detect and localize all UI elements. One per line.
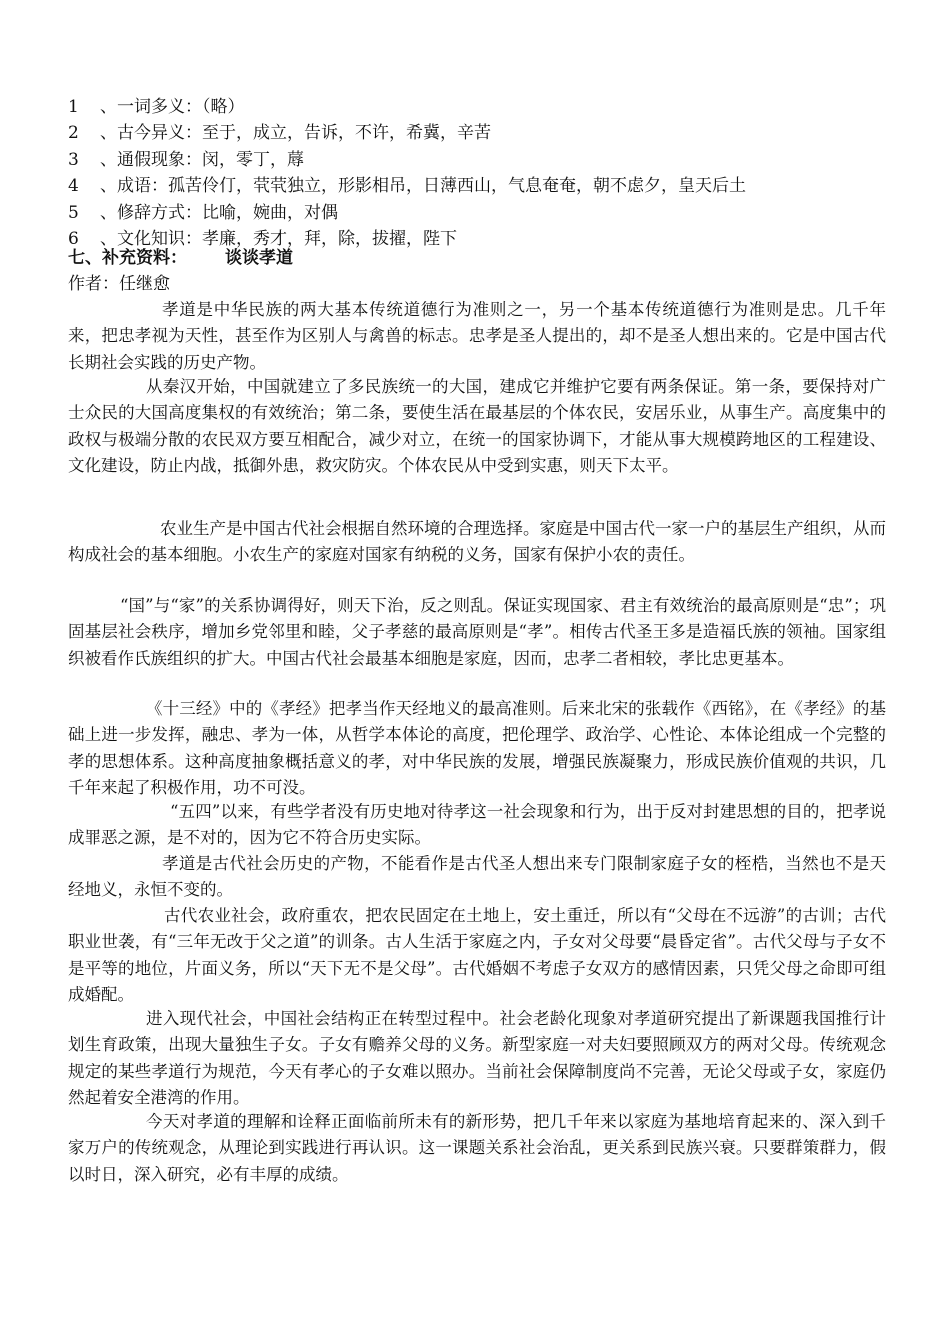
list-item bbox=[68, 120, 888, 146]
section-heading bbox=[68, 245, 293, 271]
list-item-text: 、成语：孤苦伶仃，茕茕独立，形影相吊，日薄西山，气息奄奄，朝不虑夕，皇天后土 bbox=[100, 176, 746, 197]
knowledge-list bbox=[68, 94, 888, 252]
list-item-number: 4 bbox=[68, 176, 79, 197]
list-item-number: 3 bbox=[68, 149, 79, 170]
list-item-text: 、修辞方式：比喻，婉曲，对偶 bbox=[100, 202, 338, 223]
list-item bbox=[68, 147, 888, 173]
paragraph-text: 孝道是古代社会历史的产物，不能看作是古代圣人想出来专门限制家庭子女的桎梏，当然也不是天经地义，永恒不变的。 bbox=[68, 854, 886, 900]
paragraph-text: 古代农业社会，政府重农，把农民固定在土地上，安土重迁，所以有“父母在不远游”的古训；古代职业世袭，有“三年无改于父之道”的训条。古人生活于家庭之内，子女对父母要“晨昏定省”。古代父母与子女不是平等的地位，片面义务，所以“天下无不是父母”。古代婚姻不考虑子女双方的感情因素，只凭父母之命即可组成婚配。 bbox=[68, 906, 886, 1004]
list-item-number: 2 bbox=[68, 123, 79, 144]
list-item-text: 、一词多义：（略） bbox=[100, 97, 245, 117]
article-paragraph bbox=[68, 903, 886, 1008]
paragraph-text: “国”与“家”的关系协调得好，则天下治，反之则乱。保证实现国家、君主有效统治的最高原则是“忠”；巩固基层社会秩序，增加乡党邻里和睦，父子孝慈的最高原则是“孝”。相传古代圣王多是造福氏族的领袖。国家组织被看作氏族组织的扩大。中国古代社会最基本细胞是家庭，因而，忠孝二者相较，孝比忠更基本。 bbox=[68, 596, 886, 668]
article-paragraph bbox=[68, 1006, 886, 1111]
list-item-text: 、文化知识：孝廉，秀才，拜，除，拔擢，陛下 bbox=[100, 228, 457, 249]
paragraph-text: 《十三经》中的《孝经》把孝当作天经地义的最高准则。后来北宋的张载作《西铭》，在《孝经》的基础上进一步发挥，融忠、孝为一体，从哲学本体论的高度，把伦理学、政治学、心性论、本体论组成一个完整的孝的思想体系。这种高度抽象概括意义的孝，对中华民族的发展，增强民族凝聚力，形成民族价值观的共识，几千年来起了积极作用，功不可没。 bbox=[68, 699, 886, 797]
article-paragraph bbox=[68, 799, 886, 852]
article-paragraph bbox=[68, 593, 886, 672]
list-item-number: 5 bbox=[68, 202, 79, 223]
paragraph-text: “五四”以来，有些学者没有历史地对待孝这一社会现象和行为，出于反对封建思想的目的，把孝说成罪恶之源，是不对的，因为它不符合历史实际。 bbox=[68, 802, 886, 848]
article-paragraph bbox=[68, 297, 886, 376]
paragraph-text: 孝道是中华民族的两大基本传统道德行为准则之一，另一个基本传统道德行为准则是忠。几千年来，把忠孝视为天性，甚至作为区别人与禽兽的标志。忠孝是圣人提出的，却不是圣人想出来的。它是中国古代长期社会实践的历史产物。 bbox=[68, 300, 886, 372]
paragraph-text: 进入现代社会，中国社会结构正在转型过程中。社会老龄化现象对孝道研究提出了新课题我国推行计划生育政策，出现大量独生子女。子女有赡养父母的义务。新型家庭一对夫妇要照顾双方的两对父母。传统观念规定的某些孝道行为规范，今天有孝心的子女难以照办。当前社会保障制度尚不完善，无论父母或子女，家庭仍然起着安全港湾的作用。 bbox=[68, 1009, 886, 1107]
article-paragraph bbox=[68, 696, 886, 801]
section-topic: 谈谈孝道 bbox=[225, 248, 293, 268]
list-item bbox=[68, 200, 888, 226]
list-item bbox=[68, 94, 888, 120]
article-paragraph bbox=[68, 374, 886, 479]
list-item-number: 6 bbox=[68, 228, 79, 249]
section-title: 七、补充资料： bbox=[68, 248, 187, 268]
list-item-text: 、古今异义：至于，成立，告诉，不许，希冀，辛苦 bbox=[100, 123, 491, 144]
author-line: 作者：任继愈 bbox=[68, 274, 170, 294]
list-item bbox=[68, 173, 888, 199]
article-paragraph bbox=[68, 851, 886, 904]
paragraph-text: 今天对孝道的理解和诠释正面临前所未有的新形势，把几千年来以家庭为基地培育起来的、深入到千家万户的传统观念，从理论到实践进行再认识。这一课题关系社会治乱，更关系到民族兴衰。只要群策群力，假以时日，深入研究，必有丰厚的成绩。 bbox=[68, 1112, 886, 1184]
article-paragraph bbox=[68, 516, 886, 569]
paragraph-text: 农业生产是中国古代社会根据自然环境的合理选择。家庭是中国古代一家一户的基层生产组织，从而构成社会的基本细胞。小农生产的家庭对国家有纳税的义务，国家有保护小农的责任。 bbox=[68, 519, 886, 565]
list-item-number: 1 bbox=[68, 97, 79, 117]
list-item-text: 、通假现象：闵，零丁，蓐 bbox=[100, 149, 304, 170]
paragraph-text: 从秦汉开始，中国就建立了多民族统一的大国，建成它并维护它要有两条保证。第一条，要保持对广士众民的大国高度集权的有效统治；第二条，要使生活在最基层的个体农民，安居乐业，从事生产。高度集中的政权与极端分散的农民双方要互相配合，减少对立，在统一的国家协调下，才能从事大规模跨地区的工程建设、文化建设，防止内战，抵御外患，救灾防灾。个体农民从中受到实惠，则天下太平。 bbox=[68, 377, 886, 475]
article-paragraph bbox=[68, 1109, 886, 1188]
